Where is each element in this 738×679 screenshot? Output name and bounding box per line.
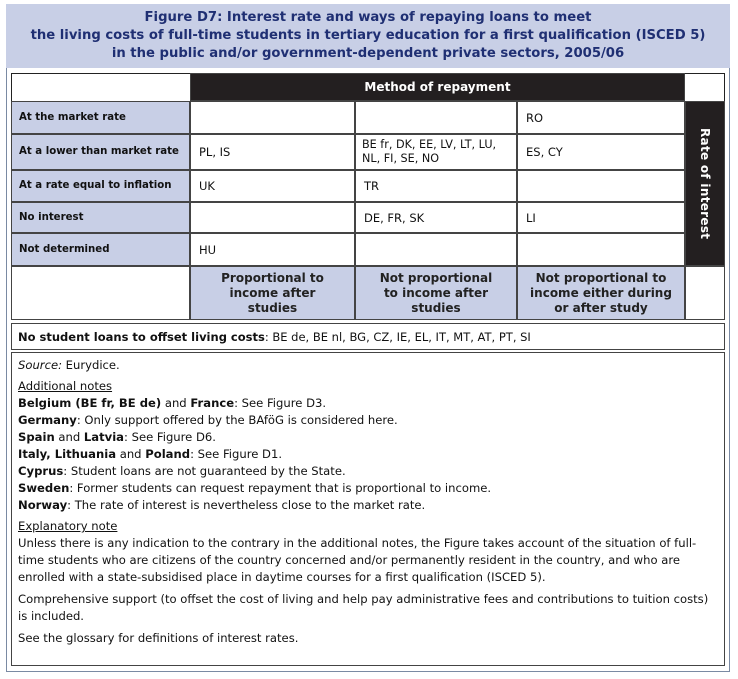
additional-notes-list (18, 395, 718, 514)
rate-of-interest-label: Rate of interest (685, 101, 725, 266)
country-name: Sweden (18, 481, 70, 495)
title-line-2: the living costs of full-time students in tertiary education for a first qualification (ISCED 5) (30, 28, 706, 43)
additional-note-line (18, 463, 718, 480)
explanatory-paragraph: Comprehensive support (to offset the cost of living and help pay administrative fees and contributions to tuition costs) is included. (18, 592, 709, 623)
notes-section (11, 352, 725, 666)
explanatory-paragraph: Unless there is any indication to the contrary in the additional notes, the Figure takes account of the situation of full-time students who are citizens of the country concerned and/or permanently resident in the country, and who are enrolled with a state-subsidised place in daytime courses for a first qualification (ISCED 5). (18, 536, 697, 584)
title-line-1: Figure D7: Interest rate and ways of repaying loans to meet (144, 10, 592, 25)
no-student-loans-row (11, 323, 725, 350)
row-header-equal-to-inflation: At a rate equal to inflation (11, 170, 190, 202)
table-cell (355, 101, 517, 134)
note-text: : Only support offered by the BAföG is considered here. (76, 413, 398, 427)
additional-note-line (18, 429, 718, 446)
additional-notes-heading: Additional notes (18, 379, 113, 393)
note-text: : Student loans are not guaranteed by the State. (63, 464, 346, 478)
table-cell: PL, IS (190, 134, 355, 170)
table-cell: TR (355, 170, 517, 202)
table-cell (355, 233, 517, 266)
table-cell (190, 101, 355, 134)
table-cell: BE fr, DK, EE, LV, LT, LU, NL, FI, SE, NO (355, 134, 517, 170)
note-text: : See Figure D6. (124, 430, 216, 444)
country-name: Latvia (83, 430, 124, 444)
note-text: : Former students can request repayment that is proportional to income. (69, 481, 492, 495)
table-cell: LI (517, 202, 685, 233)
note-text: : See Figure D1. (190, 447, 283, 461)
row-header-lower-than-market: At a lower than market rate (11, 134, 190, 170)
country-name: Germany (18, 413, 77, 427)
additional-note-line (18, 395, 718, 412)
source-line (18, 357, 718, 374)
table-cell (517, 170, 685, 202)
explanatory-paragraph: See the glossary for definitions of interest rates. (18, 631, 299, 645)
country-name: Poland (145, 447, 191, 461)
column-header-not-proportional-either: Not proportional to income either during or after study (517, 266, 685, 320)
country-name: Norway (18, 498, 68, 512)
table-cell: ES, CY (517, 134, 685, 170)
table-cell (190, 202, 355, 233)
country-name: Belgium (BE fr, BE de) (18, 396, 162, 410)
additional-note-line (18, 480, 718, 497)
table-cell: RO (517, 101, 685, 134)
figure-title (6, 4, 730, 68)
table-cell: UK (190, 170, 355, 202)
table-corner (11, 266, 190, 320)
table-corner-right (685, 266, 725, 320)
explanatory-note-heading: Explanatory note (18, 519, 118, 533)
row-header-not-determined: Not determined (11, 233, 190, 266)
connector-text: and (54, 430, 84, 444)
additional-note-line (18, 497, 718, 514)
table-cell (517, 233, 685, 266)
country-name: Cyprus (18, 464, 64, 478)
country-name: France (190, 396, 235, 410)
source-label: Source: (18, 358, 62, 372)
title-line-3: in the public and/or government-dependent private sectors, 2005/06 (111, 46, 625, 61)
source-value: Eurydice. (61, 358, 120, 372)
row-header-no-interest: No interest (11, 202, 190, 233)
no-loans-countries: : BE de, BE nl, BG, CZ, IE, EL, IT, MT, AT, PT, SI (264, 329, 531, 344)
additional-note-line (18, 446, 718, 463)
additional-note-line (18, 412, 718, 429)
row-header-market-rate: At the market rate (11, 101, 190, 134)
table-cell: DE, FR, SK (355, 202, 517, 233)
country-name: Italy, Lithuania (18, 447, 117, 461)
connector-text: and (116, 447, 146, 461)
column-header-not-proportional-after: Not proportional to income after studies (355, 266, 517, 320)
method-of-repayment-header: Method of repayment (190, 73, 685, 101)
no-loans-label: No student loans to offset living costs (18, 329, 265, 344)
column-header-proportional: Proportional to income after studies (190, 266, 355, 320)
country-name: Spain (18, 430, 55, 444)
note-text: : See Figure D3. (234, 396, 327, 410)
connector-text: and (161, 396, 191, 410)
table-cell: HU (190, 233, 355, 266)
note-text: : The rate of interest is nevertheless close to the market rate. (67, 498, 426, 512)
